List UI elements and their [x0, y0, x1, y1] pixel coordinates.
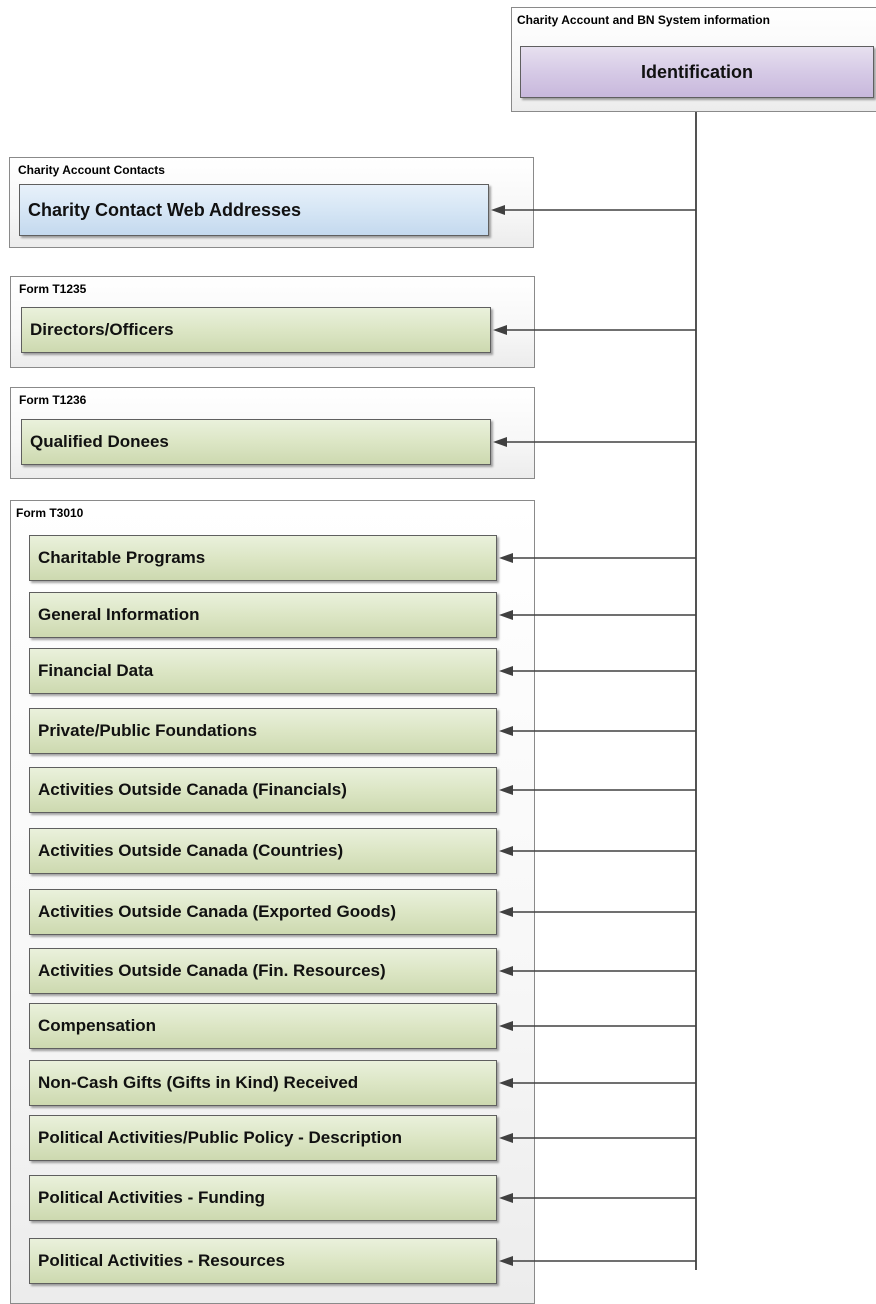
arrowhead-icon	[493, 437, 507, 447]
entity-political-activities-public-policy-description[interactable]: Political Activities/Public Policy - Description	[29, 1115, 497, 1161]
entity-qualified-donees[interactable]: Qualified Donees	[21, 419, 491, 465]
arrowhead-icon	[499, 553, 513, 563]
arrowhead-icon	[499, 1021, 513, 1031]
entity-compensation[interactable]: Compensation	[29, 1003, 497, 1049]
arrowhead-icon	[499, 1078, 513, 1088]
entity-identification[interactable]: Identification	[520, 46, 874, 98]
group-title: Charity Account Contacts	[18, 163, 165, 177]
group-title: Charity Account and BN System information	[517, 13, 770, 27]
entity-charitable-programs[interactable]: Charitable Programs	[29, 535, 497, 581]
arrowhead-icon	[499, 1193, 513, 1203]
entity-activities-outside-canada-exported-goods[interactable]: Activities Outside Canada (Exported Goods)	[29, 889, 497, 935]
arrowhead-icon	[499, 666, 513, 676]
arrowhead-icon	[499, 610, 513, 620]
arrowhead-icon	[499, 966, 513, 976]
entity-financial-data[interactable]: Financial Data	[29, 648, 497, 694]
group-title: Form T3010	[16, 506, 84, 520]
group-title: Form T1236	[19, 393, 87, 407]
entity-directors-officers[interactable]: Directors/Officers	[21, 307, 491, 353]
entity-political-activities-resources[interactable]: Political Activities - Resources	[29, 1238, 497, 1284]
group-title: Form T1235	[19, 282, 87, 296]
arrowhead-icon	[491, 205, 505, 215]
arrowhead-icon	[499, 1256, 513, 1266]
entity-activities-outside-canada-fin-resources[interactable]: Activities Outside Canada (Fin. Resources)	[29, 948, 497, 994]
entity-general-information[interactable]: General Information	[29, 592, 497, 638]
arrowhead-icon	[499, 785, 513, 795]
arrowhead-icon	[499, 846, 513, 856]
arrowhead-icon	[499, 907, 513, 917]
entity-non-cash-gifts-received[interactable]: Non-Cash Gifts (Gifts in Kind) Received	[29, 1060, 497, 1106]
entity-charity-contact-web-addresses[interactable]: Charity Contact Web Addresses	[19, 184, 489, 236]
arrowhead-icon	[499, 726, 513, 736]
arrowhead-icon	[499, 1133, 513, 1143]
entity-private-public-foundations[interactable]: Private/Public Foundations	[29, 708, 497, 754]
entity-activities-outside-canada-financials[interactable]: Activities Outside Canada (Financials)	[29, 767, 497, 813]
arrowhead-icon	[493, 325, 507, 335]
entity-political-activities-funding[interactable]: Political Activities - Funding	[29, 1175, 497, 1221]
entity-activities-outside-canada-countries[interactable]: Activities Outside Canada (Countries)	[29, 828, 497, 874]
